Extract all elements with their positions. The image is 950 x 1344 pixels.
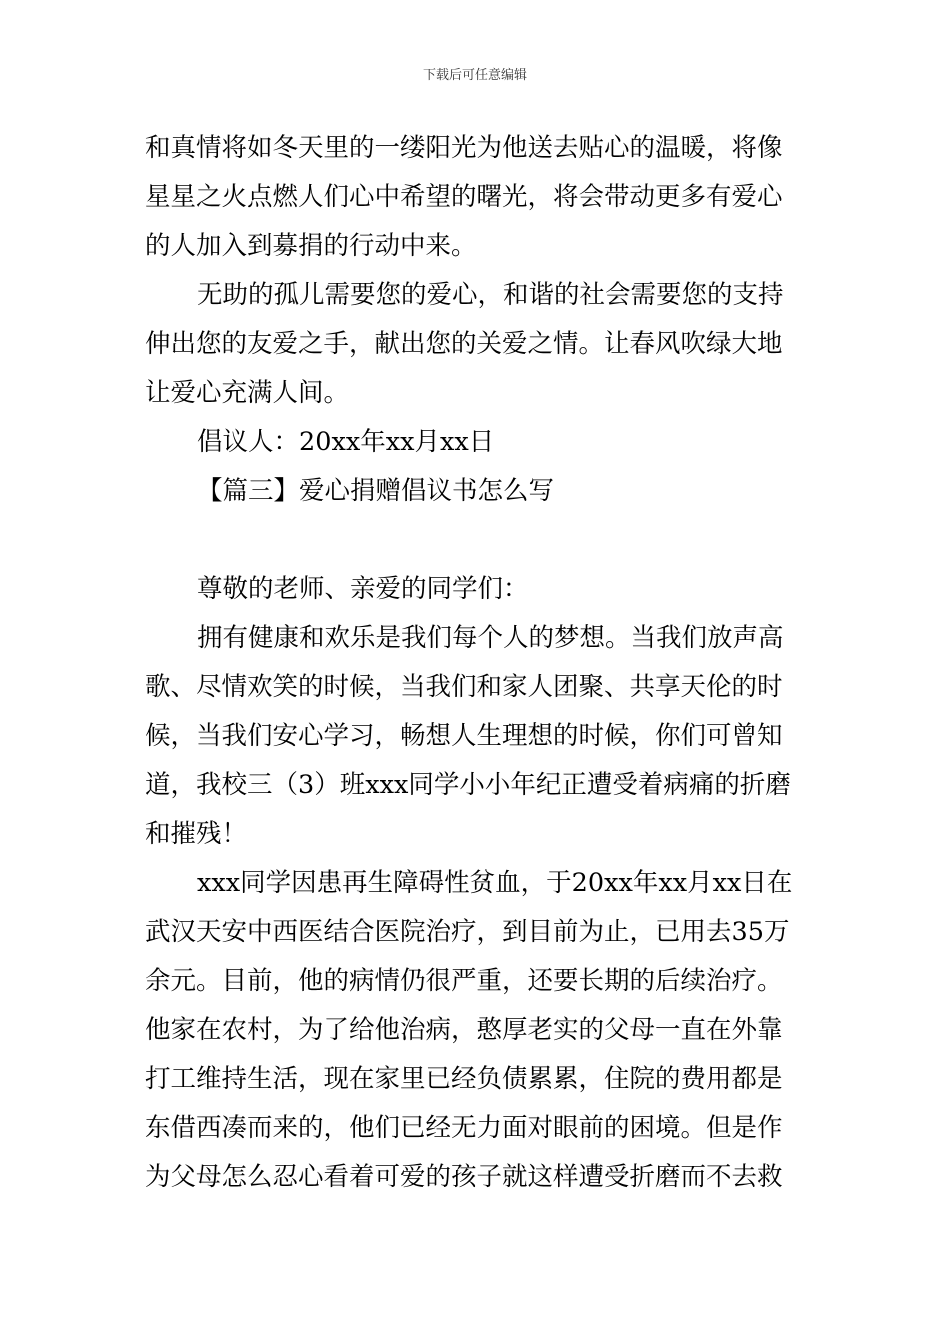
proposer-date-line: 倡议人：20xx年xx月xx日 <box>197 427 495 457</box>
text-line: 道，我校三（3）班xxx同学小小年纪正遭受着病痛的折磨 <box>145 770 791 800</box>
text-line: 候，当我们安心学习，畅想人生理想的时候，你们可曾知 <box>145 721 783 751</box>
text-line: 为父母怎么忍心看着可爱的孩子就这样遭受折磨而不去救 <box>145 1162 783 1192</box>
text-line: 武汉天安中西医结合医院治疗，到目前为止，已用去35万 <box>145 917 790 947</box>
salutation: 尊敬的老师、亲爱的同学们： <box>197 574 529 604</box>
paragraph-start-line: xxx同学因患再生障碍性贫血，于20xx年xx月xx日在 <box>197 868 793 898</box>
section-heading: 【篇三】爱心捐赠倡议书怎么写 <box>197 476 555 506</box>
text-line: 歌、尽情欢笑的时候，当我们和家人团聚、共享天伦的时 <box>145 672 783 702</box>
text-line: 和真情将如冬天里的一缕阳光为他送去贴心的温暖，将像 <box>145 133 783 163</box>
text-line: 余元。目前，他的病情仍很严重，还要长期的后续治疗。 <box>145 966 783 996</box>
text-line: 东借西凑而来的，他们已经无力面对眼前的困境。但是作 <box>145 1113 783 1143</box>
text-line: 和摧残！ <box>145 819 248 849</box>
text-line: 打工维持生活，现在家里已经负债累累，住院的费用都是 <box>145 1064 783 1094</box>
text-line: 星星之火点燃人们心中希望的曙光，将会带动更多有爱心 <box>145 182 783 212</box>
page-header: 下载后可任意编辑 <box>422 68 527 83</box>
paragraph-start-line: 拥有健康和欢乐是我们每个人的梦想。当我们放声高 <box>197 623 784 653</box>
paragraph-start-line: 无助的孤儿需要您的爱心，和谐的社会需要您的支持 <box>197 280 784 310</box>
text-line: 伸出您的友爱之手，献出您的关爱之情。让春风吹绿大地 <box>145 329 783 359</box>
text-line: 他家在农村，为了给他治病，憨厚老实的父母一直在外靠 <box>145 1015 783 1045</box>
text-line: 的人加入到募捐的行动中来。 <box>145 231 477 261</box>
text-line: 让爱心充满人间。 <box>145 378 350 408</box>
blank-line <box>145 516 807 565</box>
document-body <box>145 124 807 1202</box>
